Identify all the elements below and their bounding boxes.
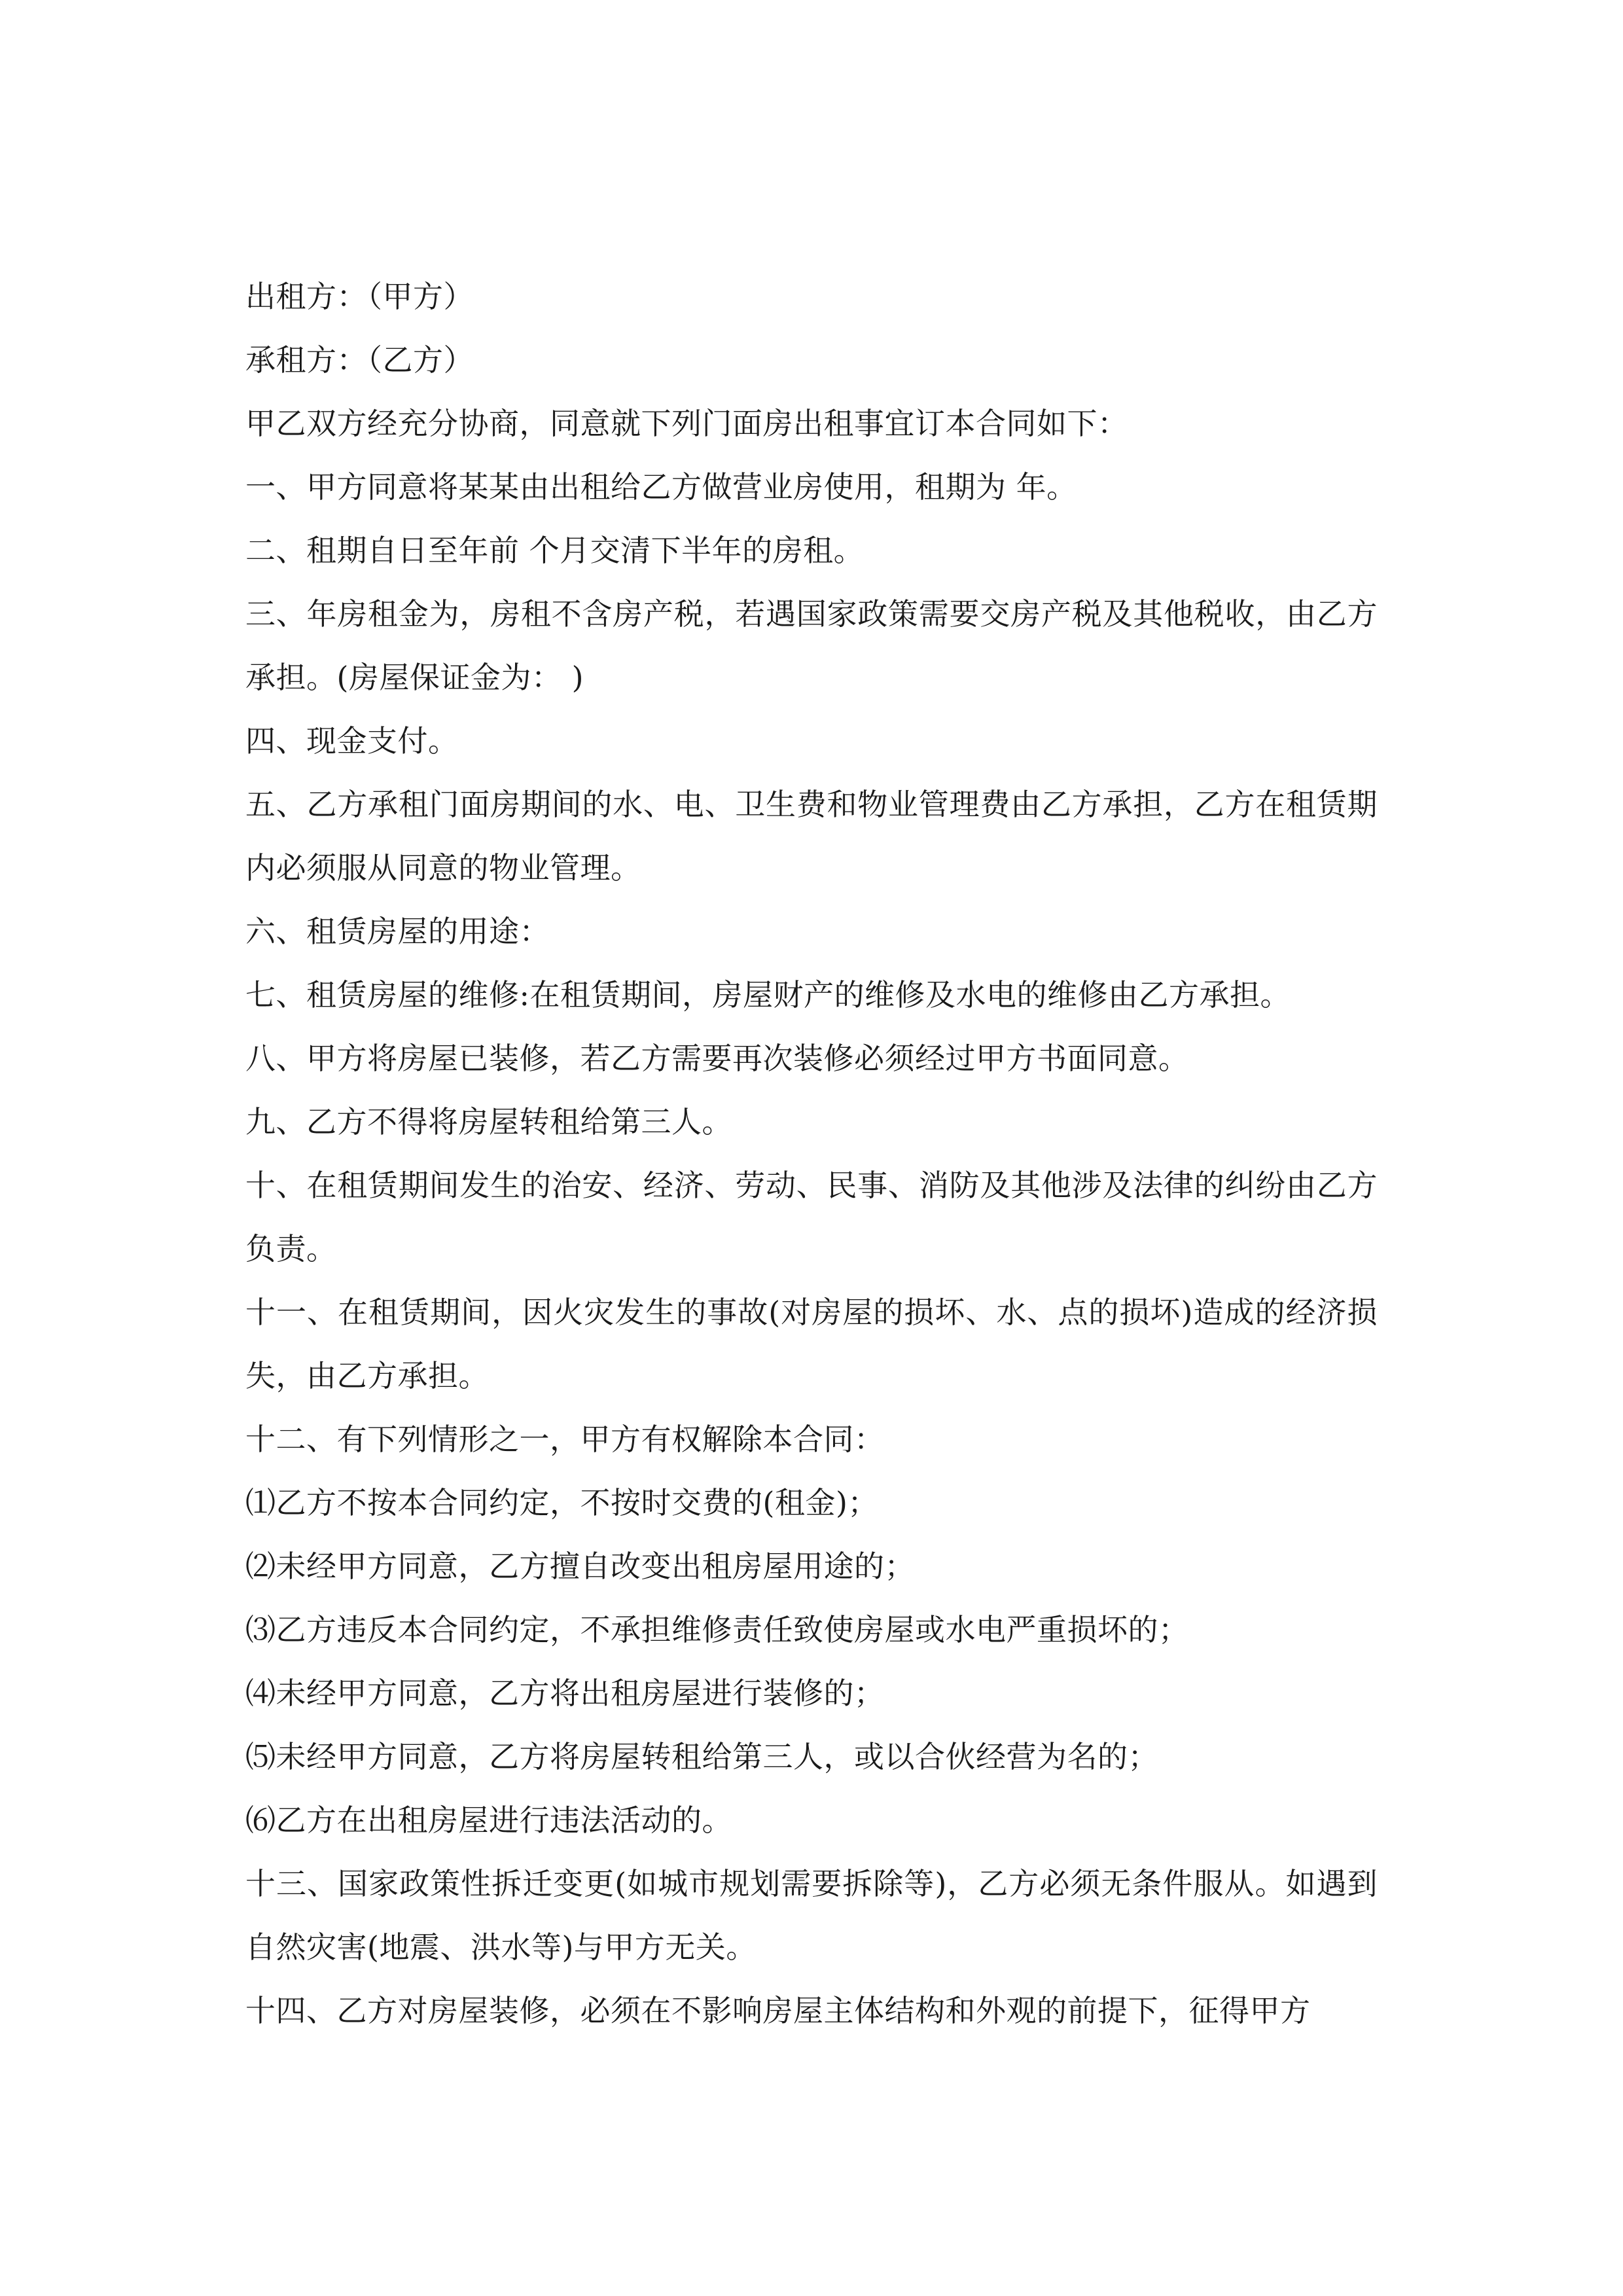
clause-2: 二、租期自日至年前 个月交清下半年的房租。 xyxy=(245,533,865,568)
clause-12-item-4: ⑷未经甲方同意，乙方将出租房屋进行装修的； xyxy=(245,1676,885,1711)
clause-12-item-5: ⑸未经甲方同意，乙方将房屋转租给第三人，或以合伙经营为名的； xyxy=(245,1739,1158,1774)
clause-11: 十一、在租赁期间，因火灾发生的事故(对房屋的损坏、水、点的损坏)造成的经济损失，由乙方承担。 xyxy=(245,1295,1378,1393)
clause-12-item-3: ⑶乙方违反本合同约定，不承担维修责任致使房屋或水电严重损坏的； xyxy=(245,1612,1189,1647)
clause-12: 十二、有下列情形之一，甲方有权解除本合同： xyxy=(245,1422,885,1457)
clause-7: 七、租赁房屋的维修:在租赁期间，房屋财产的维修及水电的维修由乙方承担。 xyxy=(245,977,1291,1013)
clause-9: 九、乙方不得将房屋转租给第三人。 xyxy=(245,1104,732,1139)
clause-10: 十、在租赁期间发生的治安、经济、劳动、民事、消防及其他涉及法律的纠纷由乙方负责。 xyxy=(245,1168,1378,1266)
contract-preamble: 甲乙双方经充分协商，同意就下列门面房出租事宜订本合同如下： xyxy=(245,406,1128,441)
clause-4: 四、现金支付。 xyxy=(245,723,459,759)
clause-12-item-6: ⑹乙方在出租房屋进行违法活动的。 xyxy=(245,1803,732,1838)
clause-1: 一、甲方同意将某某由出租给乙方做营业房使用，租期为 年。 xyxy=(245,469,1077,505)
clause-6: 六、租赁房屋的用途： xyxy=(245,914,550,949)
clause-12-item-1: ⑴乙方不按本合同约定，不按时交费的(租金)； xyxy=(245,1485,878,1520)
clause-12-item-2: ⑵未经甲方同意，乙方擅自改变出租房屋用途的； xyxy=(245,1549,915,1584)
party-lessor-line: 出租方：（甲方） xyxy=(245,279,474,314)
clause-14: 十四、乙方对房屋装修，必须在不影响房屋主体结构和外观的前提下，征得甲方 xyxy=(245,1993,1311,2028)
contract-body xyxy=(245,265,1378,2043)
party-lessee-line: 承租方：（乙方） xyxy=(245,342,474,378)
clause-5: 五、乙方承租门面房期间的水、电、卫生费和物业管理费由乙方承担，乙方在租赁期内必须服从同意的物业管理。 xyxy=(245,787,1378,886)
clause-8: 八、甲方将房屋已装修，若乙方需要再次装修必须经过甲方书面同意。 xyxy=(245,1041,1189,1076)
clause-13: 十三、国家政策性拆迁变更(如城市规划需要拆除等)，乙方必须无条件服从。如遇到自然灾害(地震、洪水等)与甲方无关。 xyxy=(245,1866,1378,1965)
clause-3: 三、年房租金为，房租不含房产税，若遇国家政策需要交房产税及其他税收，由乙方承担。(房屋保证金为： ) xyxy=(245,596,1378,695)
